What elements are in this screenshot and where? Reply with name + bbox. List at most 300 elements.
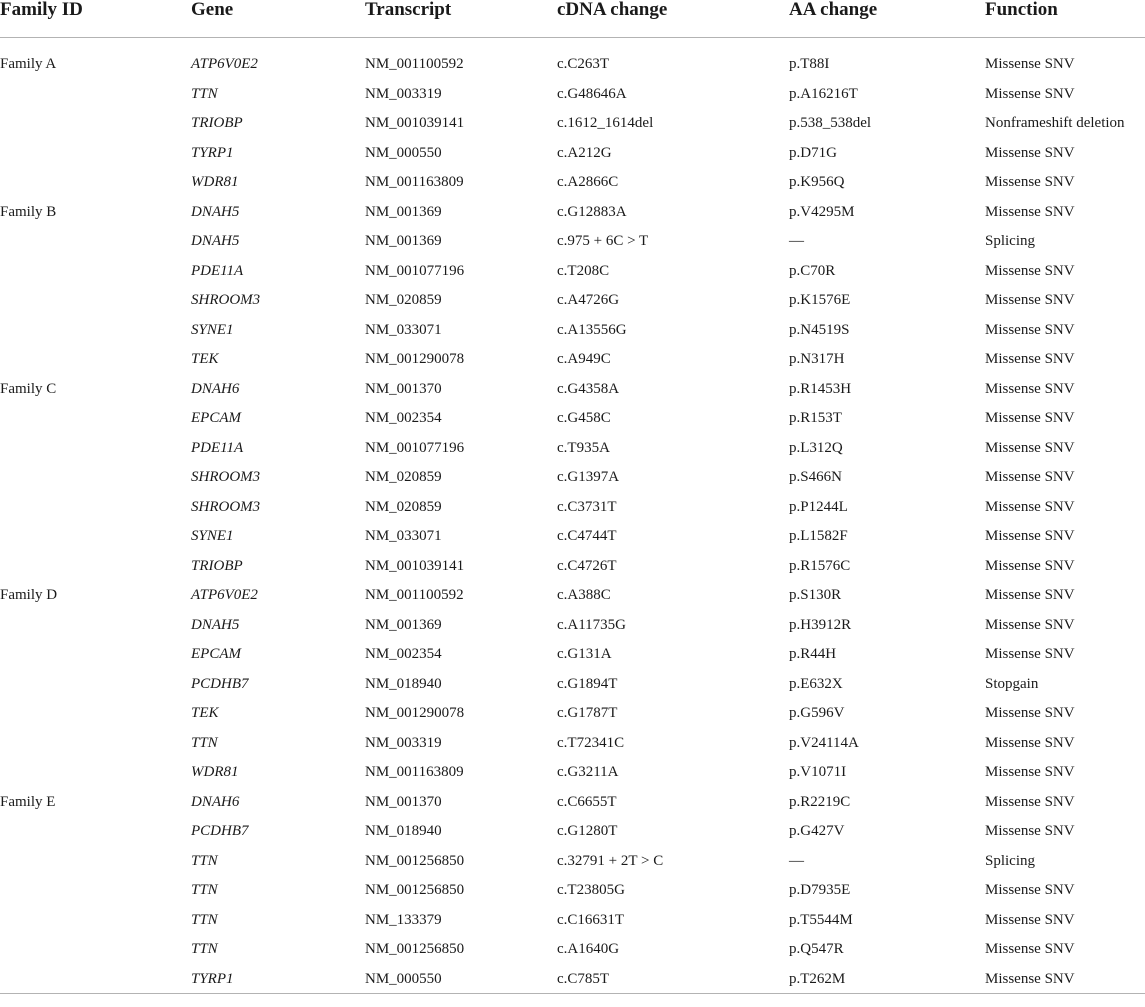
cdna-change-cell	[557, 580, 789, 610]
function-cell	[985, 433, 1145, 463]
transcript-cell	[365, 728, 557, 758]
table-row	[0, 905, 1145, 935]
transcript-cell	[365, 138, 557, 168]
table-row	[0, 433, 1145, 463]
cdna-change-cell-text: c.T935A	[557, 439, 610, 456]
gene-cell	[191, 315, 365, 345]
aa-change-cell	[789, 197, 985, 227]
family-id-cell-text	[0, 698, 191, 706]
cdna-change-cell	[557, 138, 789, 168]
function-cell	[985, 197, 1145, 227]
table-row	[0, 138, 1145, 168]
gene-cell-text: ATP6V0E2	[191, 56, 258, 72]
aa-change-cell	[789, 728, 985, 758]
cdna-change-cell	[557, 787, 789, 817]
aa-change-cell-text: p.S466N	[789, 469, 842, 485]
table-row	[0, 728, 1145, 758]
family-id-cell	[0, 580, 191, 610]
transcript-cell	[365, 905, 557, 935]
transcript-cell	[365, 610, 557, 640]
transcript-cell	[365, 580, 557, 610]
transcript-cell	[365, 669, 557, 699]
gene-cell-text: TTN	[191, 734, 218, 751]
cdna-change-cell	[557, 905, 789, 935]
transcript-cell	[365, 521, 557, 551]
function-cell	[985, 79, 1145, 109]
cdna-change-cell	[557, 698, 789, 728]
function-cell-text: Missense SNV	[985, 56, 1075, 72]
cdna-change-cell	[557, 167, 789, 197]
function-cell	[985, 787, 1145, 817]
cdna-change-cell	[557, 846, 789, 876]
cdna-change-cell-text: c.T23805G	[557, 882, 625, 898]
family-id-cell-text	[0, 433, 191, 441]
aa-change-cell-text: p.G427V	[789, 823, 845, 839]
family-id-cell-text	[0, 551, 191, 559]
family-id-cell	[0, 492, 191, 522]
cdna-change-cell-text: c.1612_1614del	[557, 115, 654, 131]
gene-cell	[191, 905, 365, 935]
cdna-change-cell	[557, 374, 789, 404]
aa-change-cell	[789, 580, 985, 610]
transcript-cell-text: NM_001256850	[365, 941, 465, 957]
gene-cell-text: TRIOBP	[191, 557, 243, 574]
gene-cell	[191, 580, 365, 610]
transcript-cell	[365, 846, 557, 876]
gene-cell	[191, 964, 365, 994]
aa-change-cell	[789, 344, 985, 374]
table-row	[0, 875, 1145, 905]
cdna-change-cell	[557, 108, 789, 138]
transcript-cell-text: NM_001370	[365, 793, 442, 810]
family-id-cell	[0, 256, 191, 286]
cdna-change-cell	[557, 934, 789, 964]
aa-change-cell	[789, 521, 985, 551]
function-cell-text: Nonframeshift deletion	[985, 115, 1125, 131]
transcript-cell	[365, 816, 557, 846]
aa-change-cell-text: p.L1582F	[789, 528, 848, 544]
function-cell	[985, 816, 1145, 846]
gene-cell-text: DNAH6	[191, 380, 240, 397]
aa-change-cell-text: p.R1576C	[789, 557, 851, 574]
family-id-cell	[0, 226, 191, 256]
table-row	[0, 492, 1145, 522]
gene-cell	[191, 757, 365, 787]
transcript-cell-text: NM_001256850	[365, 882, 465, 898]
aa-change-cell	[789, 285, 985, 315]
family-id-cell	[0, 79, 191, 109]
table-row	[0, 403, 1145, 433]
family-id-cell-text	[0, 256, 191, 264]
gene-cell-text: DNAH5	[191, 616, 240, 633]
family-id-cell-text: Family A	[0, 56, 57, 72]
cdna-change-cell-text: c.C3731T	[557, 498, 617, 515]
gene-cell	[191, 551, 365, 581]
gene-cell	[191, 816, 365, 846]
gene-cell-text: SHROOM3	[191, 292, 261, 308]
transcript-cell	[365, 108, 557, 138]
gene-cell	[191, 197, 365, 227]
transcript-cell	[365, 757, 557, 787]
family-id-cell-text	[0, 492, 191, 500]
transcript-cell	[365, 964, 557, 994]
table-row	[0, 108, 1145, 138]
function-cell-text: Missense SNV	[985, 380, 1075, 397]
family-id-cell-text	[0, 138, 191, 146]
aa-change-cell-text: p.A16216T	[789, 85, 858, 102]
aa-change-cell	[789, 492, 985, 522]
family-id-cell	[0, 728, 191, 758]
table-row	[0, 79, 1145, 109]
transcript-cell	[365, 433, 557, 463]
gene-cell-text: TEK	[191, 351, 219, 367]
family-id-cell-text	[0, 521, 191, 529]
cdna-change-cell-text: c.G4358A	[557, 380, 620, 397]
table-body	[0, 49, 1145, 994]
cdna-change-cell-text: c.A949C	[557, 351, 611, 367]
cdna-change-cell-text: c.G3211A	[557, 764, 619, 780]
gene-cell	[191, 669, 365, 699]
cdna-change-cell	[557, 344, 789, 374]
family-id-cell-text: Family E	[0, 793, 56, 810]
family-id-cell	[0, 285, 191, 315]
cdna-change-cell	[557, 551, 789, 581]
family-id-cell	[0, 610, 191, 640]
transcript-cell-text: NM_018940	[365, 675, 442, 692]
aa-change-cell-text: p.R2219C	[789, 793, 851, 810]
family-id-cell-text: Family D	[0, 587, 58, 603]
cdna-change-cell	[557, 757, 789, 787]
function-cell-text: Missense SNV	[985, 587, 1075, 603]
cdna-change-cell	[557, 964, 789, 994]
gene-cell-text: WDR81	[191, 174, 239, 190]
transcript-cell-text: NM_133379	[365, 911, 442, 928]
function-cell	[985, 551, 1145, 581]
table-row	[0, 374, 1145, 404]
gene-cell-text: EPCAM	[191, 646, 241, 662]
function-cell-text: Missense SNV	[985, 734, 1075, 751]
family-id-cell-text	[0, 610, 191, 618]
gene-cell-text: TRIOBP	[191, 115, 243, 131]
transcript-cell-text: NM_001039141	[365, 557, 465, 574]
family-id-cell	[0, 639, 191, 669]
gene-cell-text: TYRP1	[191, 970, 234, 987]
gene-cell	[191, 374, 365, 404]
table-row	[0, 226, 1145, 256]
transcript-cell	[365, 551, 557, 581]
family-id-cell	[0, 669, 191, 699]
gene-cell-text: SYNE1	[191, 528, 234, 544]
transcript-cell	[365, 226, 557, 256]
function-cell-text: Splicing	[985, 852, 1036, 869]
family-id-cell-text	[0, 757, 191, 765]
function-cell-text: Stopgain	[985, 675, 1039, 692]
gene-cell-text: PCDHB7	[191, 675, 249, 692]
gene-cell	[191, 108, 365, 138]
aa-change-cell-text: p.V4295M	[789, 203, 855, 220]
table-row	[0, 551, 1145, 581]
family-id-cell	[0, 846, 191, 876]
transcript-cell-text: NM_001369	[365, 616, 442, 633]
cdna-change-cell	[557, 433, 789, 463]
transcript-cell	[365, 285, 557, 315]
transcript-cell	[365, 875, 557, 905]
transcript-cell-text: NM_001370	[365, 380, 442, 397]
table-row	[0, 846, 1145, 876]
family-id-cell-text	[0, 108, 191, 116]
header-family-id: Family ID	[0, 0, 191, 38]
function-cell	[985, 639, 1145, 669]
aa-change-cell	[789, 905, 985, 935]
function-cell	[985, 964, 1145, 994]
transcript-cell-text: NM_001100592	[365, 56, 464, 72]
function-cell	[985, 669, 1145, 699]
aa-change-cell-text: p.Q547R	[789, 941, 844, 957]
table-row	[0, 639, 1145, 669]
function-cell	[985, 49, 1145, 79]
cdna-change-cell	[557, 315, 789, 345]
gene-cell	[191, 49, 365, 79]
family-id-cell-text	[0, 79, 191, 87]
transcript-cell	[365, 315, 557, 345]
aa-change-cell	[789, 816, 985, 846]
gene-cell-text: SHROOM3	[191, 498, 261, 515]
transcript-cell-text: NM_001077196	[365, 262, 465, 279]
function-cell-text: Missense SNV	[985, 823, 1075, 839]
cdna-change-cell-text: c.C263T	[557, 56, 610, 72]
aa-change-cell-text: p.S130R	[789, 587, 842, 603]
function-cell	[985, 492, 1145, 522]
aa-change-cell	[789, 698, 985, 728]
table-row	[0, 698, 1145, 728]
family-id-cell	[0, 757, 191, 787]
function-cell-text: Missense SNV	[985, 144, 1075, 161]
family-id-cell	[0, 905, 191, 935]
function-cell	[985, 256, 1145, 286]
aa-change-cell	[789, 167, 985, 197]
aa-change-cell-text: p.H3912R	[789, 616, 852, 633]
gene-cell	[191, 138, 365, 168]
cdna-change-cell-text: c.T72341C	[557, 734, 625, 751]
function-cell-text: Missense SNV	[985, 793, 1075, 810]
cdna-change-cell-text: c.A388C	[557, 587, 611, 603]
gene-cell	[191, 462, 365, 492]
cdna-change-cell-text: c.A2866C	[557, 174, 619, 190]
function-cell-text: Missense SNV	[985, 174, 1075, 190]
aa-change-cell	[789, 315, 985, 345]
function-cell	[985, 698, 1145, 728]
family-id-cell	[0, 315, 191, 345]
transcript-cell	[365, 79, 557, 109]
gene-cell-text: PDE11A	[191, 262, 244, 279]
table-row	[0, 757, 1145, 787]
family-id-cell-text: Family C	[0, 380, 57, 397]
aa-change-cell	[789, 757, 985, 787]
aa-change-cell-text: —	[789, 852, 804, 869]
aa-change-cell-text: p.K1576E	[789, 292, 851, 308]
header-transcript: Transcript	[365, 0, 557, 38]
aa-change-cell-text: p.R44H	[789, 646, 837, 662]
gene-cell	[191, 728, 365, 758]
function-cell	[985, 462, 1145, 492]
function-cell	[985, 138, 1145, 168]
gene-cell-text: PCDHB7	[191, 823, 249, 839]
aa-change-cell-text: p.T5544M	[789, 911, 853, 928]
function-cell-text: Missense SNV	[985, 646, 1075, 662]
family-id-cell	[0, 934, 191, 964]
aa-change-cell	[789, 403, 985, 433]
cdna-change-cell	[557, 197, 789, 227]
table-row	[0, 610, 1145, 640]
aa-change-cell	[789, 787, 985, 817]
gene-cell-text: TTN	[191, 911, 218, 928]
table-row	[0, 816, 1145, 846]
function-cell-text: Missense SNV	[985, 498, 1075, 515]
gene-cell-text: WDR81	[191, 764, 239, 780]
gene-cell-text: TTN	[191, 852, 218, 869]
aa-change-cell	[789, 79, 985, 109]
transcript-cell-text: NM_001163809	[365, 174, 464, 190]
family-id-cell-text: Family B	[0, 203, 57, 220]
transcript-cell	[365, 256, 557, 286]
family-id-cell-text	[0, 846, 191, 854]
transcript-cell	[365, 698, 557, 728]
family-id-cell	[0, 49, 191, 79]
function-cell	[985, 846, 1145, 876]
function-cell	[985, 285, 1145, 315]
family-id-cell	[0, 197, 191, 227]
aa-change-cell-text: p.N4519S	[789, 321, 850, 338]
transcript-cell-text: NM_000550	[365, 144, 442, 161]
transcript-cell-text: NM_001077196	[365, 439, 465, 456]
aa-change-cell	[789, 610, 985, 640]
cdna-change-cell-text: c.C16631T	[557, 911, 625, 928]
gene-cell-text: PDE11A	[191, 439, 244, 456]
cdna-change-cell	[557, 816, 789, 846]
gene-cell	[191, 167, 365, 197]
header-gene: Gene	[191, 0, 365, 38]
table-row	[0, 669, 1145, 699]
gene-cell-text: TEK	[191, 705, 219, 721]
aa-change-cell-text: p.G596V	[789, 705, 845, 721]
table-row	[0, 197, 1145, 227]
transcript-cell	[365, 167, 557, 197]
cdna-change-cell-text: c.A4726G	[557, 292, 620, 308]
gene-cell	[191, 610, 365, 640]
family-id-cell	[0, 521, 191, 551]
aa-change-cell	[789, 256, 985, 286]
gene-cell	[191, 285, 365, 315]
transcript-cell	[365, 934, 557, 964]
family-id-cell	[0, 698, 191, 728]
gene-cell-text: TTN	[191, 85, 218, 102]
transcript-cell-text: NM_033071	[365, 321, 442, 338]
family-id-cell-text	[0, 462, 191, 470]
family-id-cell	[0, 138, 191, 168]
aa-change-cell	[789, 433, 985, 463]
cdna-change-cell	[557, 521, 789, 551]
family-id-cell-text	[0, 403, 191, 411]
cdna-change-cell	[557, 462, 789, 492]
family-id-cell-text	[0, 639, 191, 647]
aa-change-cell	[789, 846, 985, 876]
table-row	[0, 315, 1145, 345]
header-function: Function	[985, 0, 1145, 38]
aa-change-cell	[789, 108, 985, 138]
table-row	[0, 964, 1145, 994]
aa-change-cell	[789, 551, 985, 581]
function-cell	[985, 905, 1145, 935]
family-id-cell	[0, 433, 191, 463]
table-row	[0, 344, 1145, 374]
function-cell	[985, 728, 1145, 758]
cdna-change-cell-text: c.A13556G	[557, 321, 627, 338]
function-cell	[985, 757, 1145, 787]
gene-cell	[191, 226, 365, 256]
gene-cell-text: DNAH5	[191, 233, 240, 249]
aa-change-cell-text: p.P1244L	[789, 498, 848, 515]
function-cell	[985, 226, 1145, 256]
aa-change-cell-text: p.R153T	[789, 410, 842, 426]
function-cell-text: Missense SNV	[985, 351, 1075, 367]
cdna-change-cell-text: c.32791 + 2T > C	[557, 852, 664, 869]
gene-cell	[191, 846, 365, 876]
function-cell	[985, 580, 1145, 610]
function-cell-text: Missense SNV	[985, 469, 1075, 485]
gene-cell	[191, 639, 365, 669]
table-row	[0, 49, 1145, 79]
gene-cell	[191, 934, 365, 964]
function-cell-text: Missense SNV	[985, 321, 1075, 338]
function-cell	[985, 875, 1145, 905]
function-cell	[985, 374, 1145, 404]
family-id-cell	[0, 374, 191, 404]
cdna-change-cell	[557, 728, 789, 758]
transcript-cell	[365, 462, 557, 492]
gene-cell-text: TTN	[191, 941, 218, 957]
family-id-cell	[0, 462, 191, 492]
transcript-cell-text: NM_001290078	[365, 705, 465, 721]
function-cell-text: Missense SNV	[985, 85, 1075, 102]
function-cell-text: Missense SNV	[985, 203, 1075, 220]
aa-change-cell-text: p.D71G	[789, 144, 837, 161]
cdna-change-cell	[557, 403, 789, 433]
cdna-change-cell-text: c.T208C	[557, 262, 610, 279]
transcript-cell-text: NM_020859	[365, 292, 442, 308]
gene-cell	[191, 875, 365, 905]
aa-change-cell-text: p.E632X	[789, 675, 843, 692]
gene-cell	[191, 403, 365, 433]
transcript-cell	[365, 49, 557, 79]
cdna-change-cell-text: c.C4726T	[557, 557, 617, 574]
gene-cell-text: ATP6V0E2	[191, 587, 258, 603]
cdna-change-cell-text: c.G458C	[557, 410, 611, 426]
transcript-cell	[365, 344, 557, 374]
gene-cell	[191, 79, 365, 109]
family-id-cell	[0, 403, 191, 433]
gene-cell-text: DNAH5	[191, 203, 240, 220]
cdna-change-cell	[557, 639, 789, 669]
cdna-change-cell-text: c.975 + 6C > T	[557, 233, 649, 249]
transcript-cell-text: NM_002354	[365, 646, 442, 662]
table-row	[0, 167, 1145, 197]
aa-change-cell	[789, 875, 985, 905]
transcript-cell-text: NM_002354	[365, 410, 442, 426]
aa-change-cell	[789, 934, 985, 964]
cdna-change-cell	[557, 49, 789, 79]
family-id-cell	[0, 108, 191, 138]
gene-cell-text: EPCAM	[191, 410, 241, 426]
